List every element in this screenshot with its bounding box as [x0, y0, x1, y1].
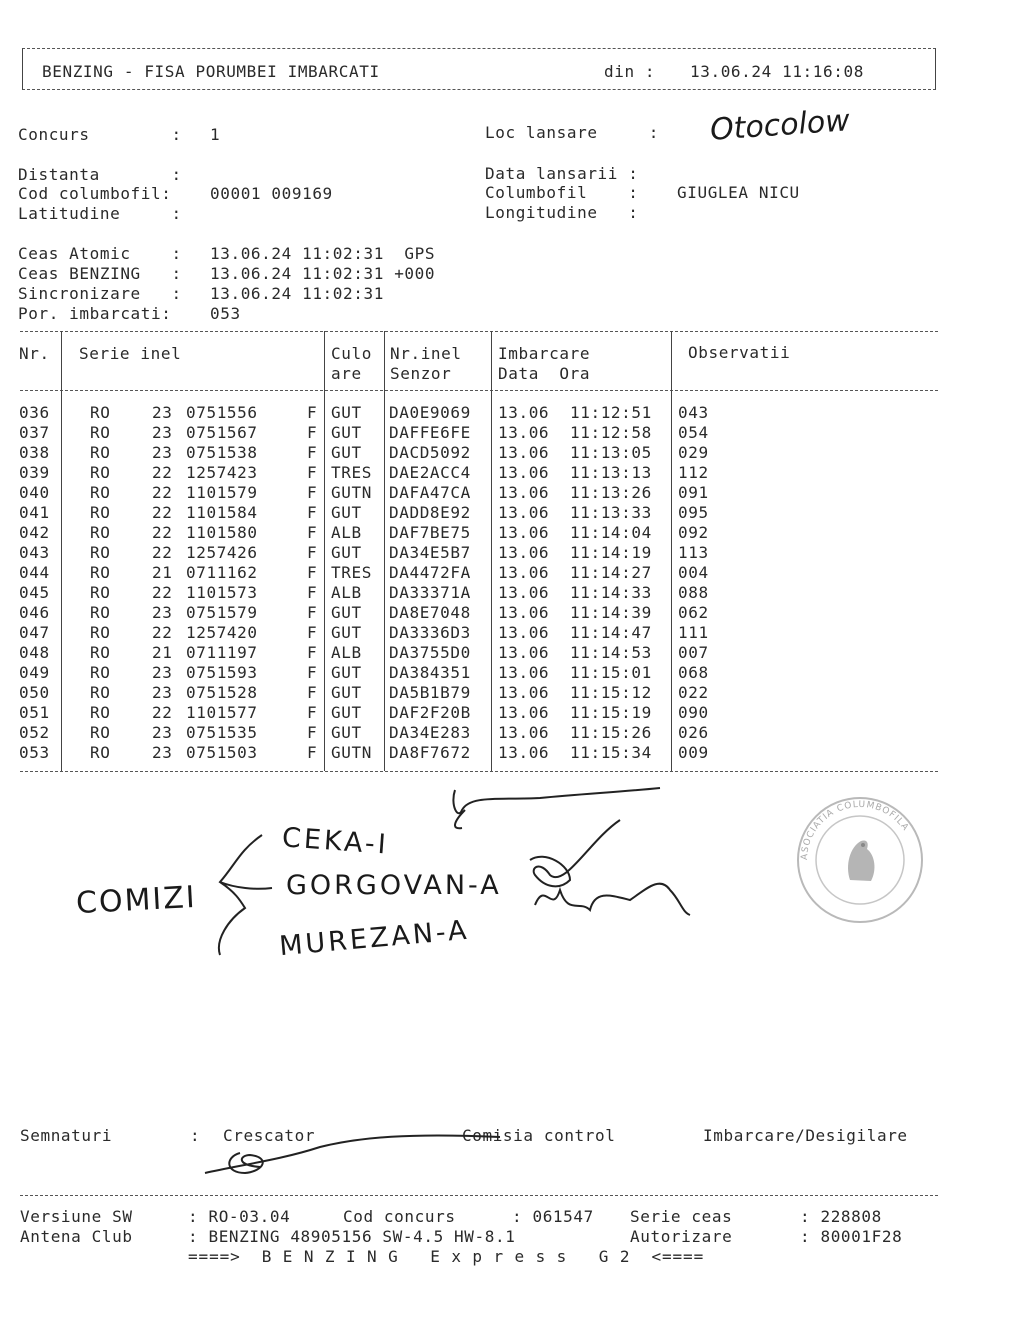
cell-country: RO — [90, 523, 111, 542]
cell-year: 21 — [152, 643, 173, 662]
cell-sex: F — [307, 603, 318, 622]
table-row — [0, 743, 1024, 763]
cell-nr: 038 — [19, 443, 50, 462]
cell-nr: 037 — [19, 423, 50, 442]
cell-color: GUT — [331, 623, 362, 642]
cell-sensor-ring: DA4472FA — [389, 563, 471, 582]
semnaturi-label: Semnaturi — [20, 1126, 113, 1145]
cell-sensor-ring: DA384351 — [389, 663, 471, 682]
table-body — [0, 403, 1024, 768]
cell-nr: 042 — [19, 523, 50, 542]
header-imbarcare-1: Imbarcare — [498, 344, 591, 363]
cell-color: TRES — [331, 563, 372, 582]
cell-year: 23 — [152, 603, 173, 622]
cell-nr: 043 — [19, 543, 50, 562]
ceas-atomic-value: 13.06.24 11:02:31 GPS — [210, 244, 436, 263]
cell-sensor-ring: DACD5092 — [389, 443, 471, 462]
table-row — [0, 503, 1024, 523]
cell-year: 23 — [152, 403, 173, 422]
cell-sex: F — [307, 523, 318, 542]
cell-nr: 053 — [19, 743, 50, 762]
cell-nr: 041 — [19, 503, 50, 522]
crescator-label: Crescator — [223, 1126, 316, 1145]
cell-time: 11:14:27 — [570, 563, 652, 582]
cell-ring-number: 0711197 — [186, 643, 258, 662]
cell-country: RO — [90, 623, 111, 642]
cell-observatii: 090 — [678, 703, 709, 722]
cell-ring-number: 0751556 — [186, 403, 258, 422]
cell-country: RO — [90, 643, 111, 662]
cell-date: 13.06 — [498, 443, 550, 462]
cell-time: 11:15:34 — [570, 743, 652, 762]
cell-color: GUT — [331, 543, 362, 562]
cod-columbofil-label: Cod columbofil: — [18, 184, 172, 203]
cell-country: RO — [90, 543, 111, 562]
crescator-signature — [200, 1125, 520, 1185]
cell-country: RO — [90, 503, 111, 522]
cell-observatii: 095 — [678, 503, 709, 522]
cell-sensor-ring: DA34E5B7 — [389, 543, 471, 562]
cell-country: RO — [90, 743, 111, 762]
table-row — [0, 703, 1024, 723]
brand-line: ====> B E N Z I N G E x p r e s s G 2 <==== — [188, 1247, 705, 1266]
cell-sensor-ring: DA3336D3 — [389, 623, 471, 642]
header-nr: Nr. — [19, 344, 50, 363]
cell-color: TRES — [331, 463, 372, 482]
loc-lansare-handwritten: Otocolow — [708, 103, 851, 148]
cell-observatii: 026 — [678, 723, 709, 742]
cell-nr: 040 — [19, 483, 50, 502]
loc-lansare-label: Loc lansare : — [485, 123, 659, 142]
cell-sex: F — [307, 683, 318, 702]
cell-year: 22 — [152, 623, 173, 642]
cell-nr: 048 — [19, 643, 50, 662]
table-row — [0, 423, 1024, 443]
cell-observatii: 043 — [678, 403, 709, 422]
cell-color: GUT — [331, 443, 362, 462]
autorizare-value: : 80001F28 — [800, 1227, 903, 1246]
cell-time: 11:13:33 — [570, 503, 652, 522]
cell-nr: 044 — [19, 563, 50, 582]
cell-sensor-ring: DA8E7048 — [389, 603, 471, 622]
cell-color: ALB — [331, 643, 362, 662]
header-culoare-1: Culo — [331, 344, 372, 363]
cell-year: 22 — [152, 503, 173, 522]
table-top-border — [20, 331, 938, 332]
cell-time: 11:14:53 — [570, 643, 652, 662]
cell-color: GUT — [331, 603, 362, 622]
latitudine-label: Latitudine : — [18, 204, 182, 223]
cell-time: 11:14:39 — [570, 603, 652, 622]
cell-sex: F — [307, 583, 318, 602]
cell-nr: 045 — [19, 583, 50, 602]
header-observatii: Observatii — [688, 343, 791, 362]
cell-ring-number: 0751579 — [186, 603, 258, 622]
cell-nr: 051 — [19, 703, 50, 722]
cell-country: RO — [90, 483, 111, 502]
cod-concurs-value: : 061547 — [512, 1207, 594, 1226]
cell-country: RO — [90, 663, 111, 682]
serie-ceas-value: : 228808 — [800, 1207, 882, 1226]
cell-sex: F — [307, 623, 318, 642]
cell-year: 23 — [152, 423, 173, 442]
cell-observatii: 062 — [678, 603, 709, 622]
cell-ring-number: 0751567 — [186, 423, 258, 442]
cell-ring-number: 1257423 — [186, 463, 258, 482]
cell-sensor-ring: DA5B1B79 — [389, 683, 471, 702]
table-bottom-border — [20, 771, 938, 772]
cell-observatii: 068 — [678, 663, 709, 682]
table-row — [0, 663, 1024, 683]
cell-observatii: 113 — [678, 543, 709, 562]
cell-sex: F — [307, 543, 318, 562]
cell-sex: F — [307, 463, 318, 482]
cell-time: 11:13:05 — [570, 443, 652, 462]
table-row — [0, 683, 1024, 703]
cell-date: 13.06 — [498, 423, 550, 442]
cell-date: 13.06 — [498, 463, 550, 482]
cell-observatii: 111 — [678, 623, 709, 642]
cell-year: 23 — [152, 443, 173, 462]
din-label: din : — [604, 62, 656, 81]
cell-nr: 046 — [19, 603, 50, 622]
cell-sex: F — [307, 663, 318, 682]
cell-time: 11:15:01 — [570, 663, 652, 682]
cell-date: 13.06 — [498, 663, 550, 682]
cell-color: GUT — [331, 403, 362, 422]
cell-ring-number: 0711162 — [186, 563, 258, 582]
cell-date: 13.06 — [498, 403, 550, 422]
ceas-benzing-label: Ceas BENZING : — [18, 264, 182, 283]
cell-country: RO — [90, 463, 111, 482]
cell-date: 13.06 — [498, 683, 550, 702]
cell-color: GUTN — [331, 743, 372, 762]
cell-observatii: 004 — [678, 563, 709, 582]
cell-color: ALB — [331, 583, 362, 602]
cell-color: GUT — [331, 663, 362, 682]
por-imbarcati-label: Por. imbarcati: — [18, 304, 172, 323]
cell-date: 13.06 — [498, 603, 550, 622]
cell-country: RO — [90, 723, 111, 742]
table-row — [0, 603, 1024, 623]
cell-year: 23 — [152, 723, 173, 742]
antena-club-value: : BENZING 48905156 SW-4.5 HW-8.1 — [188, 1227, 516, 1246]
cell-date: 13.06 — [498, 483, 550, 502]
header-nr-inel-1: Nr.inel — [390, 344, 462, 363]
cell-ring-number: 1101579 — [186, 483, 258, 502]
cell-date: 13.06 — [498, 543, 550, 562]
cell-sensor-ring: DA8F7672 — [389, 743, 471, 762]
handwritten-line-1: CEKA-I — [281, 822, 390, 861]
cell-date: 13.06 — [498, 743, 550, 762]
cell-year: 21 — [152, 563, 173, 582]
sincronizare-label: Sincronizare : — [18, 284, 182, 303]
comisia-control-label: Comisia control — [462, 1126, 616, 1145]
cell-year: 22 — [152, 523, 173, 542]
header-imbarcare-2: Data Ora — [498, 364, 591, 383]
semnaturi-colon: : — [190, 1126, 201, 1145]
cell-sex: F — [307, 703, 318, 722]
concurs-value: 1 — [210, 125, 221, 144]
ceas-atomic-label: Ceas Atomic : — [18, 244, 182, 263]
cell-observatii: 091 — [678, 483, 709, 502]
cell-date: 13.06 — [498, 623, 550, 642]
cell-color: GUTN — [331, 483, 372, 502]
table-row — [0, 583, 1024, 603]
cell-date: 13.06 — [498, 703, 550, 722]
cell-observatii: 054 — [678, 423, 709, 442]
cell-sensor-ring: DA3755D0 — [389, 643, 471, 662]
cell-nr: 052 — [19, 723, 50, 742]
table-row — [0, 623, 1024, 643]
cell-date: 13.06 — [498, 563, 550, 582]
cell-date: 13.06 — [498, 583, 550, 602]
document-title: BENZING - FISA PORUMBEI IMBARCATI — [42, 62, 380, 81]
por-imbarcati-value: 053 — [210, 304, 241, 323]
cell-nr: 039 — [19, 463, 50, 482]
cell-ring-number: 0751593 — [186, 663, 258, 682]
cell-observatii: 088 — [678, 583, 709, 602]
stamp-text: ASOCIATIA COLUMBOFILA — [799, 799, 911, 861]
cell-ring-number: 1101577 — [186, 703, 258, 722]
table-row — [0, 563, 1024, 583]
cell-ring-number: 0751528 — [186, 683, 258, 702]
table-row — [0, 483, 1024, 503]
cell-sensor-ring: DAE2ACC4 — [389, 463, 471, 482]
cell-observatii: 007 — [678, 643, 709, 662]
header-datetime: 13.06.24 11:16:08 — [690, 62, 864, 81]
columbofil-label: Columbofil : — [485, 183, 639, 202]
cell-color: ALB — [331, 523, 362, 542]
cell-year: 23 — [152, 683, 173, 702]
cell-country: RO — [90, 683, 111, 702]
table-row — [0, 463, 1024, 483]
versiune-sw-label: Versiune SW — [20, 1207, 133, 1226]
cod-columbofil-value: 00001 009169 — [210, 184, 333, 203]
cell-time: 11:12:51 — [570, 403, 652, 422]
table-header-separator — [20, 390, 938, 391]
cell-sensor-ring: DA33371A — [389, 583, 471, 602]
header-serie-inel: Serie inel — [79, 344, 182, 363]
cell-country: RO — [90, 603, 111, 622]
longitudine-label: Longitudine : — [485, 203, 639, 222]
cell-country: RO — [90, 403, 111, 422]
cell-country: RO — [90, 703, 111, 722]
cell-date: 13.06 — [498, 643, 550, 662]
table-row — [0, 523, 1024, 543]
autorizare-label: Autorizare — [630, 1227, 733, 1246]
cell-country: RO — [90, 563, 111, 582]
cod-concurs-label: Cod concurs — [343, 1207, 456, 1226]
header-culoare-2: are — [331, 364, 362, 383]
table-row — [0, 403, 1024, 423]
distanta-label: Distanta : — [18, 165, 182, 184]
cell-time: 11:13:13 — [570, 463, 652, 482]
cell-time: 11:15:26 — [570, 723, 652, 742]
cell-sex: F — [307, 443, 318, 462]
cell-nr: 047 — [19, 623, 50, 642]
cell-sex: F — [307, 643, 318, 662]
cell-color: GUT — [331, 723, 362, 742]
handwritten-comizi: COMIZI — [75, 879, 198, 922]
cell-date: 13.06 — [498, 503, 550, 522]
cell-sex: F — [307, 503, 318, 522]
cell-ring-number: 0751538 — [186, 443, 258, 462]
cell-date: 13.06 — [498, 723, 550, 742]
cell-ring-number: 1101573 — [186, 583, 258, 602]
association-stamp — [795, 795, 925, 925]
cell-observatii: 112 — [678, 463, 709, 482]
columbofil-value: GIUGLEA NICU — [677, 183, 800, 202]
cell-color: GUT — [331, 503, 362, 522]
cell-ring-number: 1101580 — [186, 523, 258, 542]
cell-observatii: 092 — [678, 523, 709, 542]
cell-color: GUT — [331, 703, 362, 722]
header-nr-inel-2: Senzor — [390, 364, 452, 383]
cell-ring-number: 1257420 — [186, 623, 258, 642]
cell-time: 11:14:19 — [570, 543, 652, 562]
cell-sensor-ring: DA34E283 — [389, 723, 471, 742]
cell-ring-number: 0751535 — [186, 723, 258, 742]
cell-ring-number: 1101584 — [186, 503, 258, 522]
cell-time: 11:12:58 — [570, 423, 652, 442]
footer-separator — [20, 1195, 938, 1196]
concurs-label: Concurs : — [18, 125, 182, 144]
cell-country: RO — [90, 423, 111, 442]
cell-observatii: 009 — [678, 743, 709, 762]
cell-sex: F — [307, 563, 318, 582]
cell-sensor-ring: DADD8E92 — [389, 503, 471, 522]
cell-year: 22 — [152, 483, 173, 502]
cell-year: 22 — [152, 703, 173, 722]
table-row — [0, 543, 1024, 563]
cell-sex: F — [307, 743, 318, 762]
handwritten-line-3: MUREZAN-A — [278, 914, 471, 963]
cell-observatii: 022 — [678, 683, 709, 702]
cell-time: 11:14:47 — [570, 623, 652, 642]
cell-nr: 036 — [19, 403, 50, 422]
table-row — [0, 443, 1024, 463]
cell-sex: F — [307, 423, 318, 442]
antena-club-label: Antena Club — [20, 1227, 133, 1246]
cell-time: 11:13:26 — [570, 483, 652, 502]
handwritten-marks — [200, 780, 700, 980]
cell-sensor-ring: DA0E9069 — [389, 403, 471, 422]
cell-sensor-ring: DAF2F20B — [389, 703, 471, 722]
versiune-sw-value: : RO-03.04 — [188, 1207, 291, 1226]
cell-year: 22 — [152, 543, 173, 562]
cell-time: 11:15:12 — [570, 683, 652, 702]
cell-sensor-ring: DAFA47CA — [389, 483, 471, 502]
cell-sex: F — [307, 483, 318, 502]
cell-country: RO — [90, 583, 111, 602]
cell-nr: 050 — [19, 683, 50, 702]
cell-year: 23 — [152, 663, 173, 682]
cell-time: 11:14:04 — [570, 523, 652, 542]
cell-year: 23 — [152, 743, 173, 762]
handwritten-line-2: GORGOVAN-A — [286, 870, 502, 901]
cell-sensor-ring: DAF7BE75 — [389, 523, 471, 542]
table-row — [0, 643, 1024, 663]
cell-country: RO — [90, 443, 111, 462]
cell-time: 11:15:19 — [570, 703, 652, 722]
serie-ceas-label: Serie ceas — [630, 1207, 733, 1226]
cell-color: GUT — [331, 423, 362, 442]
cell-sensor-ring: DAFFE6FE — [389, 423, 471, 442]
cell-year: 22 — [152, 463, 173, 482]
cell-color: GUT — [331, 683, 362, 702]
cell-sex: F — [307, 723, 318, 742]
cell-time: 11:14:33 — [570, 583, 652, 602]
imbarcare-desigilare-label: Imbarcare/Desigilare — [703, 1126, 908, 1145]
cell-ring-number: 0751503 — [186, 743, 258, 762]
data-lansarii-label: Data lansarii : — [485, 164, 639, 183]
sincronizare-value: 13.06.24 11:02:31 — [210, 284, 384, 303]
table-row — [0, 723, 1024, 743]
cell-observatii: 029 — [678, 443, 709, 462]
cell-sex: F — [307, 403, 318, 422]
cell-nr: 049 — [19, 663, 50, 682]
cell-date: 13.06 — [498, 523, 550, 542]
cell-ring-number: 1257426 — [186, 543, 258, 562]
ceas-benzing-value: 13.06.24 11:02:31 +000 — [210, 264, 436, 283]
cell-year: 22 — [152, 583, 173, 602]
